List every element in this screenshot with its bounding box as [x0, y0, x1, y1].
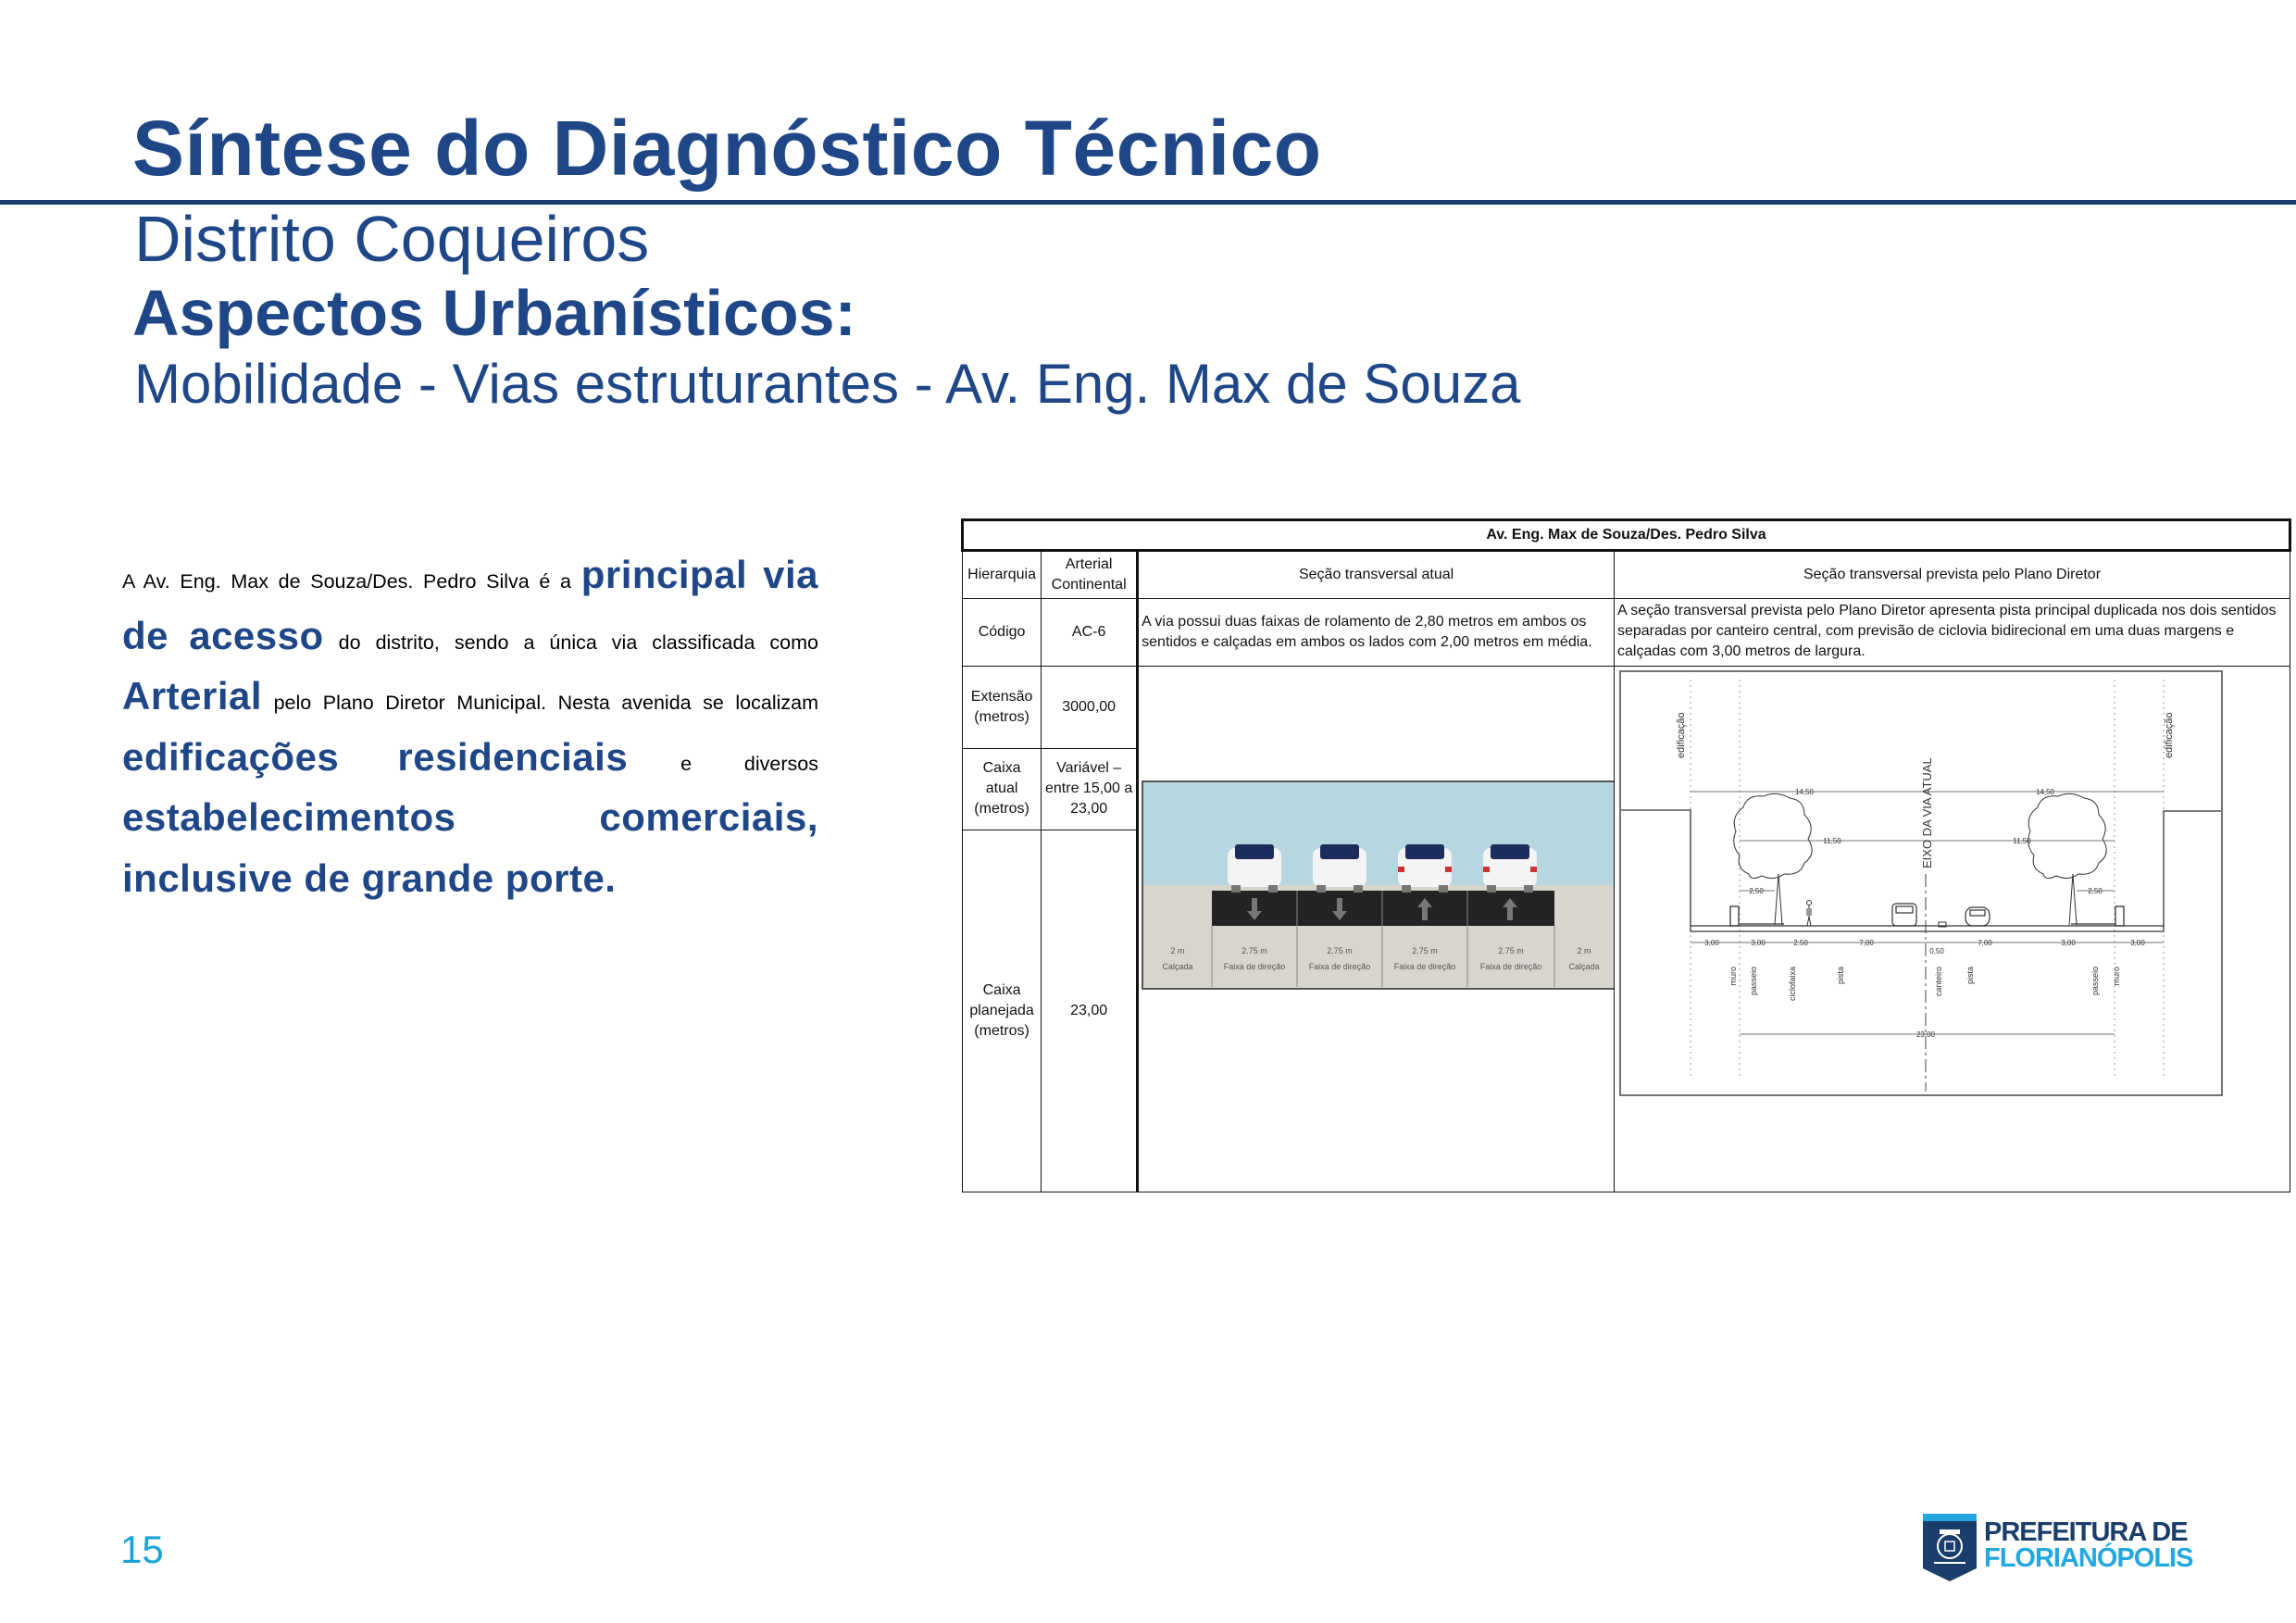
dimension: 23,00 [1915, 1030, 1935, 1039]
logo-line2: FLORIANÓPOLIS [1984, 1543, 2193, 1573]
highlight: edificações residenciais [122, 734, 629, 779]
current-section-header: Seção transversal atual [1138, 551, 1615, 599]
segment-width: 2 m [1577, 946, 1591, 955]
row-label: Hierarquia [963, 551, 1042, 599]
dimension: 11,50 [1823, 837, 1841, 845]
segment-name: Calçada [1162, 962, 1193, 971]
highlight: Arterial [122, 674, 263, 718]
car-icon [1398, 844, 1452, 893]
highlight: principal via de acesso [122, 553, 818, 657]
element-label: passeio [1748, 967, 1758, 996]
section-title: Aspectos Urbanísticos: [132, 277, 856, 349]
car-icon [1313, 844, 1366, 893]
text: A Av. Eng. Max de Souza/Des. Pedro Silva é a [122, 570, 581, 593]
row-value: 3000,00 [1042, 667, 1138, 749]
row-value: AC-6 [1042, 599, 1138, 667]
element-label: passeio [2090, 967, 2100, 996]
dimension: 3,00 [2061, 939, 2076, 947]
row-label: Caixa planejada (metros) [963, 830, 1042, 1192]
text: pelo Plano Diretor Municipal. Nesta avenida se localizam [262, 692, 818, 714]
planned-section-drawing-cell [1614, 667, 2290, 1192]
segment-width: 2.75 m [1411, 946, 1438, 955]
planned-section-description: A seção transversal prevista pelo Plano Diretor apresenta pista principal duplicada nos dois sentidos separadas por canteiro central, com previsão de ciclovia bidirecional em uma duas margens e calçadas com 3,00 metros de largura. [1614, 599, 2290, 667]
dimension: 7,00 [1859, 939, 1874, 947]
current-section-image-cell [1138, 667, 1615, 1192]
road-spec-table [961, 518, 2291, 1192]
dimension: 2.50 [1793, 939, 1808, 947]
text: do distrito, sendo a única via classificada como [323, 630, 818, 654]
car-icon [1483, 844, 1537, 893]
prefeitura-logo [1921, 1511, 2199, 1585]
segment-width: 2.75 m [1497, 946, 1524, 955]
element-label: muro [2111, 967, 2121, 986]
element-label: pista [1835, 967, 1845, 985]
dimension: 3,00 [1751, 939, 1766, 947]
highlight: estabelecimentos comerciais, inclusive de grande porte. [122, 795, 818, 900]
segment-name: Faixa de direção [1223, 962, 1285, 971]
current-section-description: A via possui duas faixas de rolamento de 2,80 metros em ambos os sentidos e calçadas em ambos os lados com 2,00 metros em média. [1138, 599, 1615, 667]
segment-name: Calçada [1568, 962, 1600, 971]
building-label: edificação [2163, 712, 2175, 758]
row-label: Caixa atual (metros) [963, 749, 1042, 830]
subsection-title: Mobilidade - Vias estruturantes - Av. Eng. Max de Souza [134, 353, 1521, 415]
row-value: Arterial Continental [1042, 551, 1138, 599]
car-icon [1228, 844, 1281, 893]
planned-section-header: Seção transversal prevista pelo Plano Diretor [1614, 551, 2290, 599]
dimension: 3,00 [2130, 939, 2145, 947]
table-title: Av. Eng. Max de Souza/Des. Pedro Silva [963, 520, 2290, 551]
row-label: Extensão (metros) [963, 667, 1042, 749]
description-paragraph [122, 548, 818, 912]
dimension: 14,50 [2035, 788, 2054, 796]
segment-name: Faixa de direção [1393, 962, 1455, 971]
building-label: edificação [1675, 712, 1687, 758]
row-value: 23,00 [1042, 830, 1138, 1192]
dimension: 0,50 [1929, 947, 1944, 955]
text: e diversos [628, 752, 818, 775]
segment-name: Faixa de direção [1479, 962, 1541, 971]
current-section-illustration [1140, 667, 1614, 1185]
page-number: 15 [120, 1528, 164, 1571]
dimension: 7,00 [1978, 939, 1992, 947]
dimension: 2,50 [1749, 887, 1764, 895]
page-title: Síntese do Diagnóstico Técnico [132, 105, 1322, 192]
dimension: 2,50 [2088, 887, 2103, 895]
segment-name: Faixa de direção [1308, 962, 1370, 971]
segment-width: 2.75 m [1326, 946, 1353, 955]
element-label: muro [1728, 967, 1738, 986]
element-label: canteiro [1933, 967, 1943, 997]
dimension: 3,00 [1704, 939, 1719, 947]
row-value: Variável – entre 15,00 a 23,00 [1042, 749, 1138, 830]
row-label: Código [963, 599, 1042, 667]
dimension: 11,50 [2013, 837, 2031, 845]
axis-label: EIXO DA VIA ATUAL [1919, 757, 1934, 868]
roadway [1212, 891, 1554, 926]
segment-width: 2 m [1170, 946, 1185, 955]
dimension: 14,50 [1794, 788, 1814, 796]
district-name: Distrito Coqueiros [134, 203, 650, 275]
segment-width: 2.75 m [1241, 946, 1267, 955]
planned-section-drawing [1615, 667, 2290, 1171]
element-label: pista [1965, 967, 1975, 985]
element-label: ciclofaixa [1787, 967, 1797, 1002]
logo-line1: PREFEITURA DE [1984, 1517, 2188, 1547]
